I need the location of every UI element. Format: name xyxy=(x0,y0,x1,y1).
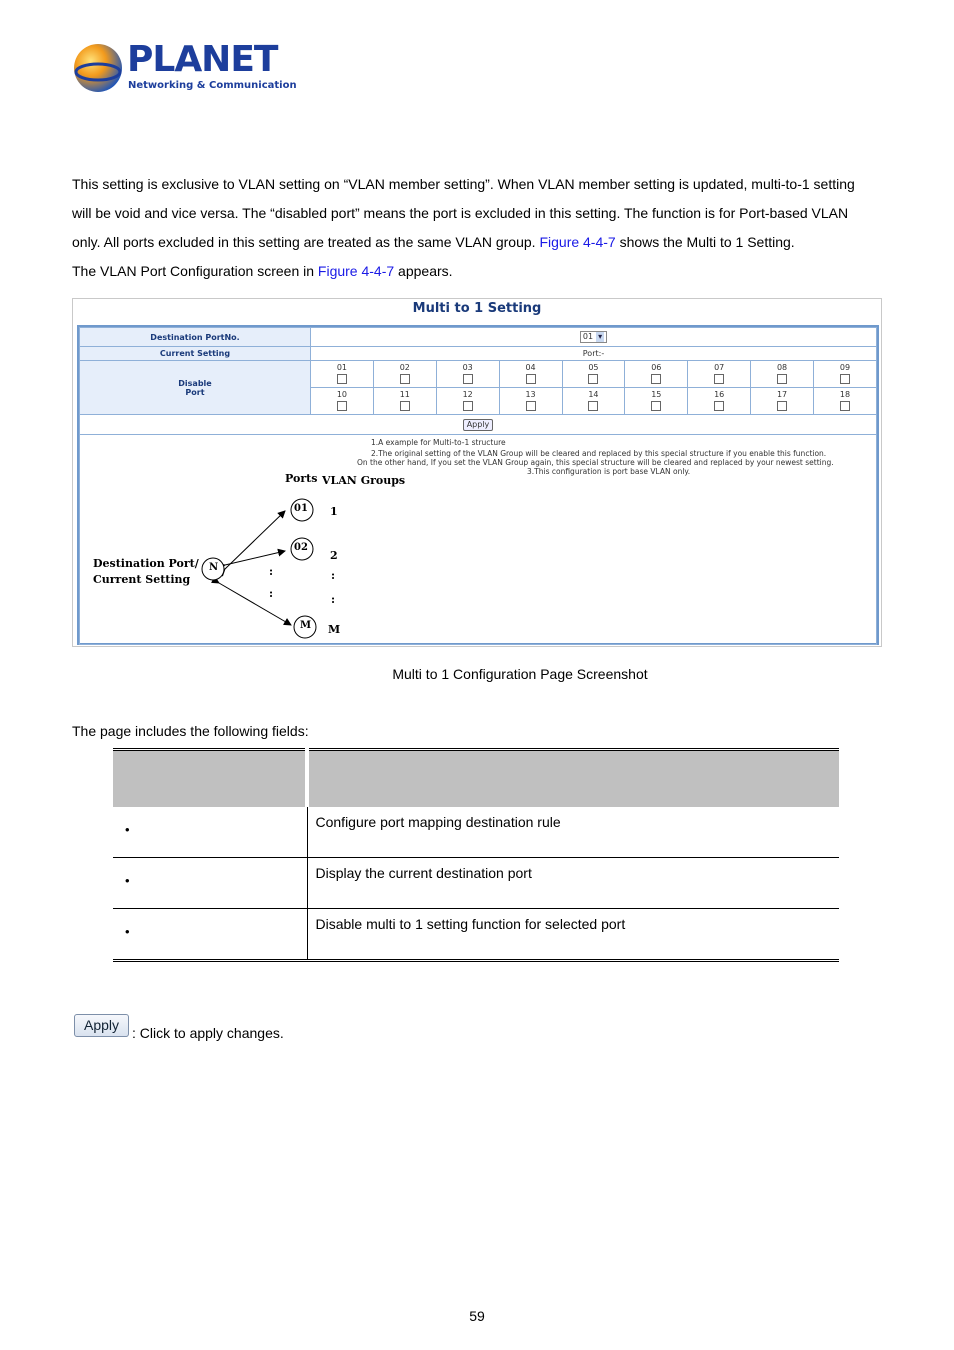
apply-button-image[interactable]: Apply xyxy=(74,1014,129,1037)
field-description: Disable multi to 1 setting function for selected port xyxy=(307,909,839,961)
screenshot-title: Multi to 1 Setting xyxy=(412,301,542,316)
intro-line-3: only. All ports excluded in this setting are treated as the same VLAN group. Figure 4-4-7 shows the Multi to 1 Setting. xyxy=(72,234,795,250)
port-number: 11 xyxy=(399,389,410,399)
destination-port-select[interactable]: 01 ▾ xyxy=(580,331,607,343)
fields-intro: The page includes the following fields: xyxy=(72,723,309,739)
multi-to-1-screenshot xyxy=(72,298,882,647)
port-number: 07 xyxy=(714,362,725,372)
port-number: 17 xyxy=(776,389,788,399)
page-number: 59 xyxy=(469,1308,485,1324)
dots-groups-2: : xyxy=(331,593,336,606)
dots-ports-1: : xyxy=(269,565,274,578)
apply-note: : Click to apply changes. xyxy=(132,1025,284,1041)
arrow-to-01 xyxy=(225,511,285,569)
disable-port-label: Disable Port xyxy=(80,361,311,415)
port-number: 18 xyxy=(839,389,851,399)
current-setting-caption: Current Setting xyxy=(93,573,191,586)
table-row xyxy=(113,909,839,961)
node-n-label: N xyxy=(209,562,219,573)
note-4: 3.This configuration is port base VLAN only. xyxy=(527,467,691,476)
dots-ports-2: : xyxy=(269,587,274,600)
apply-button[interactable]: Apply xyxy=(463,419,494,431)
group-m-label: M xyxy=(328,623,341,636)
destination-port-caption: Destination Port/ xyxy=(93,557,199,570)
intro-line-2: will be void and vice versa. The “disabled port” means the port is excluded in this setting. The function is for Port-based VLAN xyxy=(72,205,849,221)
port-number: 03 xyxy=(462,362,473,372)
dots-groups-1: : xyxy=(331,569,336,582)
port-number: 15 xyxy=(651,389,662,399)
planet-logo xyxy=(72,39,297,96)
globe-icon xyxy=(72,42,124,94)
field-description: Display the current destination port xyxy=(307,858,839,909)
fields-table xyxy=(113,748,839,962)
intro-line-1: This setting is exclusive to VLAN setting on “VLAN member setting”. When VLAN member setting is updated, multi-to-1 setting xyxy=(72,176,855,192)
fields-table-header xyxy=(113,750,839,808)
figure-link[interactable]: Figure 4-4-7 xyxy=(539,234,616,250)
node-01-label: 01 xyxy=(294,503,308,514)
field-description: Configure port mapping destination rule xyxy=(307,807,839,858)
vlan-groups-header: VLAN Groups xyxy=(322,474,406,487)
port-number: 13 xyxy=(525,389,536,399)
ports-header: Ports xyxy=(285,472,318,485)
port-number: 16 xyxy=(714,389,725,399)
port-number: 06 xyxy=(651,362,662,372)
figure-link[interactable]: Figure 4-4-7 xyxy=(317,263,395,279)
bullet: • xyxy=(125,924,130,939)
port-number: 12 xyxy=(462,389,473,399)
figure-caption: Multi to 1 Configuration Page Screenshot xyxy=(392,666,648,682)
note-1: 1.A example for Multi-to-1 structure xyxy=(371,438,506,447)
port-number: 10 xyxy=(336,389,348,399)
chevron-down-icon: ▾ xyxy=(598,332,603,341)
arrow-to-m xyxy=(219,583,291,625)
header-object-cell xyxy=(113,750,307,808)
logo-wordmark: PLANET xyxy=(127,39,278,80)
port-number: 08 xyxy=(776,362,788,372)
current-setting-label: Current Setting xyxy=(80,347,311,361)
intro-line-4: The VLAN Port Configuration screen in Figure 4-4-7 appears. xyxy=(72,263,453,279)
port-number: 04 xyxy=(525,362,536,372)
port-number: 01 xyxy=(336,362,348,372)
note-2: 2.The original setting of the VLAN Group will be cleared and replaced by this special structure if you enable this function. xyxy=(371,449,827,458)
table-row xyxy=(113,858,839,909)
port-number: 02 xyxy=(399,362,410,372)
header-description-cell xyxy=(307,750,839,808)
port-number: 14 xyxy=(588,389,599,399)
logo-tagline: Networking & Communication xyxy=(128,80,297,91)
node-m-label: M xyxy=(300,620,312,631)
arrow-to-02 xyxy=(225,551,285,565)
multi-to-1-diagram xyxy=(73,299,881,646)
bullet: • xyxy=(125,873,130,888)
destination-port-label: Destination PortNo. xyxy=(80,328,311,347)
bullet: • xyxy=(125,822,130,837)
group-2-label: 2 xyxy=(330,549,338,562)
port-number: 09 xyxy=(839,362,851,372)
group-1-label: 1 xyxy=(330,505,338,518)
port-number: 05 xyxy=(588,362,599,372)
node-02-label: 02 xyxy=(294,542,308,553)
note-3: On the other hand, If you set the VLAN Group again, this special structure will be cleared and replaced by your newest setting. xyxy=(357,458,834,467)
current-setting-value: Port:- xyxy=(311,347,877,361)
table-row xyxy=(113,807,839,858)
